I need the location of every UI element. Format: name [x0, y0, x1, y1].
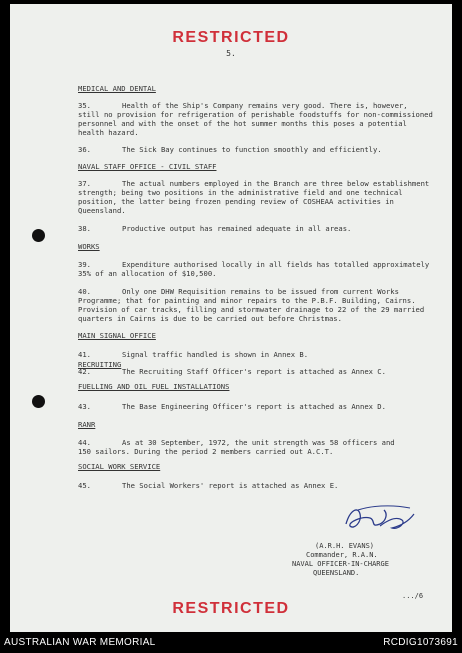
paragraph-text: Signal traffic handled is shown in Annex B. — [122, 350, 309, 359]
paragraph-continuation: 35% of an allocation of $10,500. — [78, 269, 217, 278]
paragraph-continuation: still no provision for refrigeration of perishable foodstuffs for non-commissioned — [78, 110, 433, 119]
section-heading: FUELLING AND OIL FUEL INSTALLATIONS — [78, 382, 230, 391]
section-heading: RECRUITING — [78, 360, 122, 369]
paragraph-number: 36. — [78, 145, 91, 154]
section-heading: SOCIAL WORK SERVICE — [78, 462, 161, 471]
paragraph-continuation: Queensland. — [78, 206, 126, 215]
paragraph-text: Expenditure authorised locally in all fields has totalled approximately — [122, 260, 430, 269]
paragraph-line — [78, 402, 386, 412]
signatory-name: (A.R.H. EVANS) — [315, 542, 375, 550]
continuation-marker: .../6 — [402, 592, 424, 600]
punch-hole-icon — [32, 395, 45, 408]
paragraph-continuation: Provision of car tracks, filling and stormwater drainage to 22 of the 29 married — [78, 305, 425, 314]
restricted-stamp-bottom: RESTRICTED — [172, 600, 290, 617]
paragraph-number: 43. — [78, 402, 91, 411]
paragraph-number: 45. — [78, 481, 91, 490]
paragraph-continuation: Programme; that for painting and minor repairs to the P.B.F. Building, Cairns. — [78, 296, 416, 305]
paragraph-continuation: quarters in Cairns is due to be carried out before Christmas. — [78, 314, 342, 323]
paragraph-text: Productive output has remained adequate in all areas. — [122, 224, 352, 233]
signatory-rank: Commander, R.A.N. — [306, 551, 378, 559]
footer-record-id: RCDIG1073691 — [383, 637, 458, 648]
paragraph-line — [78, 481, 338, 491]
paragraph-number: 41. — [78, 350, 91, 359]
signature-icon — [340, 500, 420, 538]
paragraph-text: Health of the Ship's Company remains very good. There is, however, — [122, 101, 408, 110]
paragraph-continuation: 150 sailors. During the period 2 members carried out A.C.T. — [78, 447, 334, 456]
footer-bar — [0, 632, 462, 653]
document-page — [10, 4, 452, 632]
paragraph-continuation: strength; being two positions in the administrative field and one technical — [78, 188, 403, 197]
paragraph-line — [78, 350, 308, 360]
paragraph-number: 44. — [78, 438, 91, 447]
paragraph-number: 35. — [78, 101, 91, 110]
paragraph-text: As at 30 September, 1972, the unit strength was 58 officers and — [122, 438, 395, 447]
paragraph-continuation: personnel and with the onset of the hot summer months this poses a potential — [78, 119, 407, 128]
punch-hole-icon — [32, 229, 45, 242]
paragraph-line — [78, 367, 386, 377]
page-number: 5. — [226, 49, 236, 58]
section-heading: MEDICAL AND DENTAL — [78, 84, 156, 93]
restricted-stamp-top: RESTRICTED — [172, 29, 290, 46]
paragraph-text: Only one DHW Requisition remains to be issued from current Works — [122, 287, 399, 296]
paragraph-line — [78, 224, 351, 234]
section-heading: NAVAL STAFF OFFICE - CIVIL STAFF — [78, 162, 217, 171]
section-heading: RANR — [78, 420, 96, 429]
section-heading: MAIN SIGNAL OFFICE — [78, 331, 156, 340]
signatory-location: QUEENSLAND. — [313, 569, 360, 577]
signatory-title: NAVAL OFFICER-IN-CHARGE — [292, 560, 389, 568]
footer-source: AUSTRALIAN WAR MEMORIAL — [4, 637, 156, 648]
paragraph-number: 38. — [78, 224, 91, 233]
paragraph-text: The Sick Bay continues to function smoothly and efficiently. — [122, 145, 382, 154]
paragraph-number: 37. — [78, 179, 91, 188]
section-heading: WORKS — [78, 242, 100, 251]
paragraph-line — [78, 145, 382, 155]
paragraph-continuation: health hazard. — [78, 128, 139, 137]
paragraph-continuation: position, the latter being frozen pending review of COSHEAA activities in — [78, 197, 394, 206]
paragraph-text: The Base Engineering Officer's report is attached as Annex D. — [122, 402, 386, 411]
paragraph-number: 39. — [78, 260, 91, 269]
paragraph-text: The actual numbers employed in the Branch are three below establishment — [122, 179, 430, 188]
paragraph-text: The Recruiting Staff Officer's report is attached as Annex C. — [122, 367, 386, 376]
paragraph-number: 40. — [78, 287, 91, 296]
paragraph-number: 42. — [78, 367, 91, 376]
paragraph-text: The Social Workers' report is attached as Annex E. — [122, 481, 339, 490]
